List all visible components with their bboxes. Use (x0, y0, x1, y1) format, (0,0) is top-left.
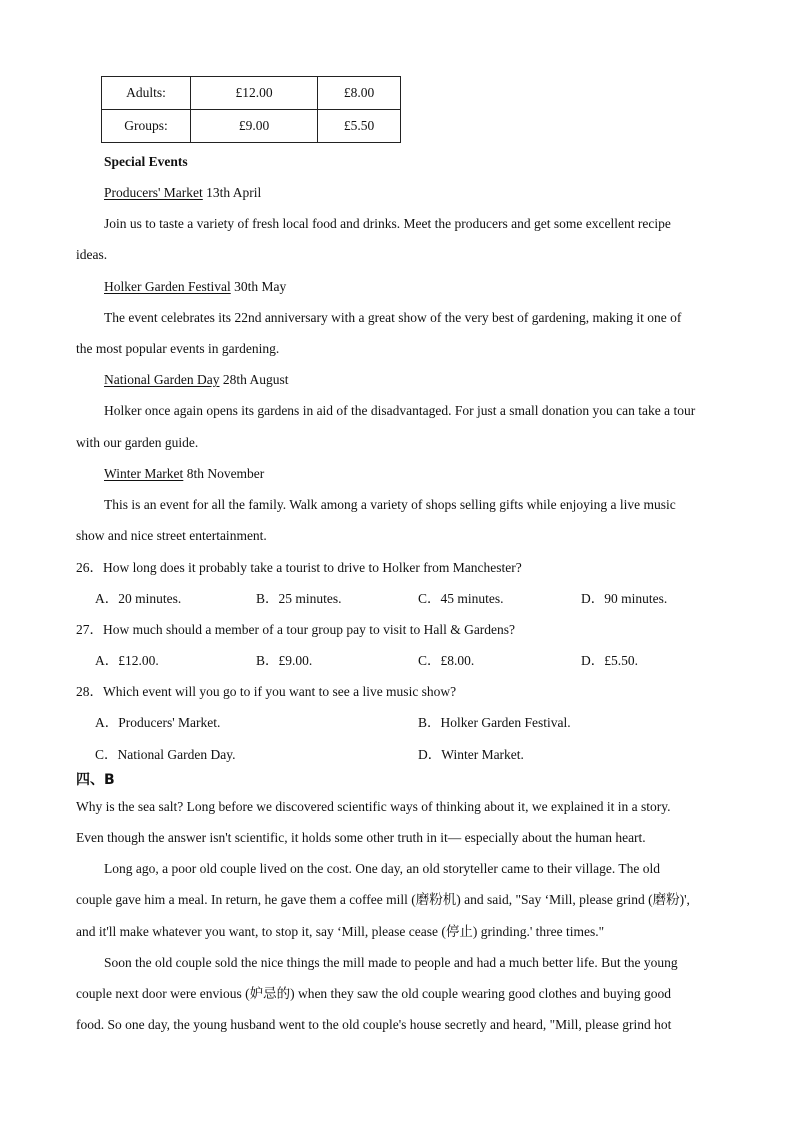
event-description: This is an event for all the family. Walk among a variety of shops selling gifts while enjoying a live music (104, 497, 676, 512)
event-name: Holker Garden Festival (104, 279, 231, 294)
answer-option: D．Winter Market. (418, 747, 524, 762)
section-heading: 四、B (76, 772, 115, 788)
passage-line: Why is the sea salt? Long before we discovered scientific ways of thinking about it, we explained it in a story. (76, 799, 671, 814)
question-stem: 27．How much should a member of a tour group pay to visit to Hall & Gardens? (76, 622, 516, 637)
table-cell: £12.00 (191, 77, 318, 110)
answer-option: A．20 minutes. (95, 591, 182, 606)
passage-line: food. So one day, the young husband went to the old couple's house secretly and heard, "Mill, please grind hot (76, 1017, 672, 1032)
answer-option: C．£8.00. (418, 653, 475, 668)
event-description-cont: the most popular events in gardening. (76, 341, 280, 356)
table-cell: Adults: (102, 77, 191, 110)
table-cell: £9.00 (191, 110, 318, 143)
passage-line: Long ago, a poor old couple lived on the cost. One day, an old storyteller came to their village. The old (104, 861, 660, 876)
event-name: National Garden Day (104, 372, 220, 387)
passage-line: Even though the answer isn't scientific, it holds some other truth in it— especially about the human heart. (76, 830, 646, 845)
passage-line: couple next door were envious (妒忌的) when they saw the old couple wearing good clothes and buying good (76, 986, 671, 1001)
special-events-heading: Special Events (104, 154, 188, 169)
answer-option: D．£5.50. (581, 653, 638, 668)
event-description: Join us to taste a variety of fresh local food and drinks. Meet the producers and get some excellent recipe (104, 216, 671, 231)
table-cell: £8.00 (318, 77, 401, 110)
table-cell: Groups: (102, 110, 191, 143)
answer-option: B．25 minutes. (256, 591, 342, 606)
event-title (104, 465, 264, 483)
event-title (104, 184, 261, 202)
answer-option: D．90 minutes. (581, 591, 668, 606)
event-name: Winter Market (104, 466, 184, 481)
passage-line: Soon the old couple sold the nice things the mill made to people and had a much better life. But the young (104, 955, 678, 970)
event-description-cont: ideas. (76, 247, 108, 262)
answer-option: A．£12.00. (95, 653, 159, 668)
event-date: 30th May (230, 279, 287, 294)
event-date: 13th April (202, 185, 262, 200)
event-description: Holker once again opens its gardens in aid of the disadvantaged. For just a small donation you can take a tour (104, 403, 696, 418)
question-stem: 26．How long does it probably take a tourist to drive to Holker from Manchester? (76, 560, 522, 575)
event-date: 8th November (183, 466, 265, 481)
event-description-cont: with our garden guide. (76, 435, 199, 450)
answer-option: C．45 minutes. (418, 591, 504, 606)
answer-option: C．National Garden Day. (95, 747, 236, 762)
event-name: Producers' Market (104, 185, 203, 200)
event-description: The event celebrates its 22nd anniversary with a great show of the very best of gardening, making it one of (104, 310, 682, 325)
event-description-cont: show and nice street entertainment. (76, 528, 267, 543)
table-row (102, 110, 401, 143)
passage-line: and it'll make whatever you want, to stop it, say ‘Mill, please cease (停止) grinding.' three times." (76, 924, 605, 939)
answer-option: B．£9.00. (256, 653, 313, 668)
event-title (104, 278, 286, 296)
price-table (101, 76, 401, 143)
table-row (102, 77, 401, 110)
answer-option: B．Holker Garden Festival. (418, 715, 571, 730)
answer-option: A．Producers' Market. (95, 715, 221, 730)
table-cell: £5.50 (318, 110, 401, 143)
passage-line: couple gave him a meal. In return, he gave them a coffee mill (磨粉机) and said, "Say ‘Mill, please grind (磨粉)', (76, 892, 690, 907)
question-stem: 28．Which event will you go to if you want to see a live music show? (76, 684, 457, 699)
event-date: 28th August (219, 372, 289, 387)
event-title (104, 371, 288, 389)
